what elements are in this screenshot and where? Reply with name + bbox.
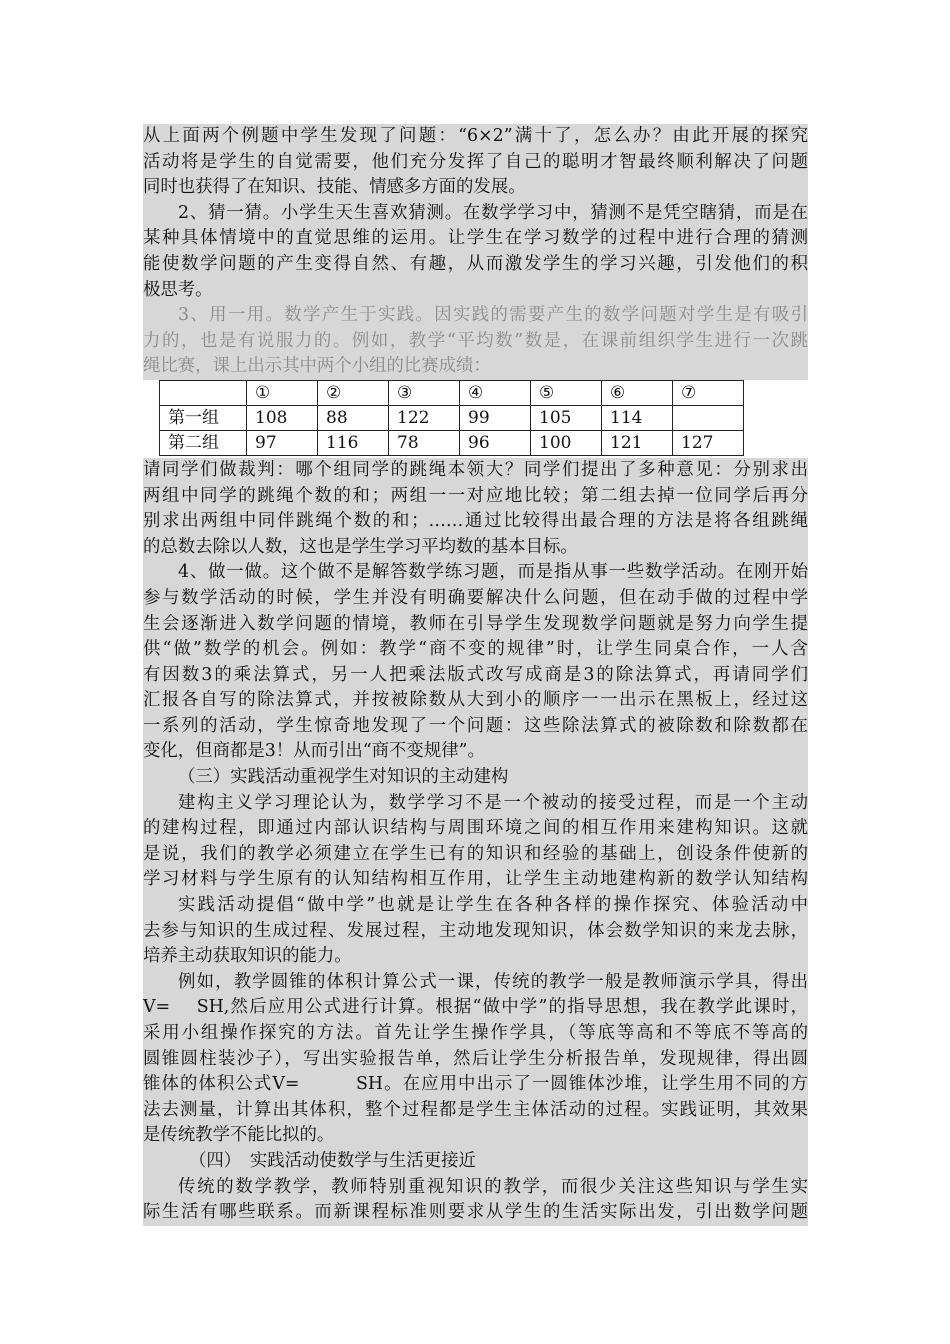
text-line: 培养主动获取知识的能力。 — [143, 944, 808, 970]
table-cell: ④ — [460, 380, 531, 405]
paragraph — [143, 201, 808, 303]
text-line: 一系列的活动，学生惊奇地发现了一个问题：这些除法算式的被除数和除数都在 — [143, 714, 808, 740]
table-cell: ⑥ — [602, 380, 673, 405]
paragraph — [143, 893, 808, 970]
text-line: 参与数学活动的时候，学生并没有明确要解决什么问题，但在动手做的过程中学 — [143, 586, 808, 612]
text-line: 的总数去除以人数，这也是学生学习平均数的基本目标。 — [143, 535, 808, 561]
text-line: 4、做一做。这个做不是解答数学练习题，而是指从事一些数学活动。在刚开始 — [143, 560, 808, 586]
paragraph — [143, 970, 808, 1149]
text-line: 是说，我们的教学必须建立在学生已有的知识和经验的基础上，创设条件使新的 — [143, 842, 808, 868]
text-line: 学习材料与学生原有的认知结构相互作用，让学生主动地建构新的数学认知结构 — [143, 867, 808, 893]
table-cell: ① — [247, 380, 318, 405]
score-table — [159, 380, 744, 456]
table-cell: ⑦ — [673, 380, 744, 405]
table-cell: 99 — [460, 405, 531, 430]
text-line: 去参与知识的生成过程、发展过程，主动地发现知识，体会数学知识的来龙去脉， — [143, 919, 808, 945]
text-line: 的建构过程，即通过内部认识结构与周围环境之间的相互作用来建构知识。这就 — [143, 816, 808, 842]
section-heading: （三）实践活动重视学生对知识的主动建构 — [143, 765, 808, 791]
table-cell: 114 — [602, 405, 673, 430]
text-line: 能使数学问题的产生变得自然、有趣，从而激发学生的学习兴趣，引发他们的积 — [143, 252, 808, 278]
table-cell: ③ — [389, 380, 460, 405]
text-line: 极思考。 — [143, 278, 808, 304]
text-line: 锥体的体积公式V= SH。在应用中出示了一圆锥体沙堆，让学生用不同的方 — [143, 1072, 808, 1098]
section-heading: （四） 实践活动使数学与生活更接近 — [143, 1149, 808, 1175]
text-line: 汇报各自写的除法算式，并按被除数从大到小的顺序一一出示在黑板上，经过这 — [143, 688, 808, 714]
paragraph — [143, 1175, 808, 1226]
table-cell: 116 — [318, 430, 389, 455]
text-line: 采用小组操作探究的方法。首先让学生操作学具，（等底等高和不等底不等高的 — [143, 1021, 808, 1047]
table-cell: 第一组 — [160, 405, 247, 430]
text-line: 请同学们做裁判：哪个组同学的跳绳本领大？同学们提出了多种意见：分别求出 — [143, 458, 808, 484]
text-line: 2、猜一猜。小学生天生喜欢猜测。在数学学习中，猜测不是凭空瞎猜，而是在 — [143, 201, 808, 227]
text-line: 例如，教学圆锥的体积计算公式一课，传统的教学一般是教师演示学具，得出 — [143, 970, 808, 996]
text-line: V= SH,然后应用公式进行计算。根据“做中学”的指导思想，我在教学此课时， — [143, 995, 808, 1021]
text-line: 活动将是学生的自觉需要，他们充分发挥了自己的聪明才智最终顺利解决了问题 — [143, 150, 808, 176]
text-line: 力的，也是有说服力的。例如，教学“平均数”数是，在课前组织学生进行一次跳 — [143, 329, 808, 355]
text-line: 是传统教学不能比拟的。 — [143, 1123, 808, 1149]
paragraph — [143, 791, 808, 893]
paragraph — [143, 458, 808, 560]
text-line: 供“做”数学的机会。例如：教学“商不变的规律”时，让学生同桌合作，一人含 — [143, 637, 808, 663]
text-line: 别求出两组中同伴跳绳个数的和；……通过比较得出最合理的方法是将各组跳绳 — [143, 509, 808, 535]
table-cell: 100 — [531, 430, 602, 455]
table-cell: 121 — [602, 430, 673, 455]
text-line: 3、用一用。数学产生于实践。因实践的需要产生的数学问题对学生是有吸引 — [143, 303, 808, 329]
table-cell: 96 — [460, 430, 531, 455]
text-line: 绳比赛，课上出示其中两个小组的比赛成绩： — [143, 354, 808, 380]
table-cell: 88 — [318, 405, 389, 430]
text-line: 变化，但商都是3！从而引出“商不变规律”。 — [143, 739, 808, 765]
table-header-row — [160, 380, 744, 405]
text-line: 生会逐渐进入数学问题的情境，教师在引导学生发现数学问题就是努力向学生提 — [143, 612, 808, 638]
text-line: 建构主义学习理论认为，数学学习不是一个被动的接受过程，而是一个主动 — [143, 791, 808, 817]
paragraph — [143, 124, 808, 201]
text-line: 圆锥圆柱装沙子），写出实验报告单，然后让学生分析报告单，发现规律，得出圆 — [143, 1047, 808, 1073]
table-cell: 105 — [531, 405, 602, 430]
paragraph — [143, 303, 808, 380]
table-cell: 97 — [247, 430, 318, 455]
table-cell — [673, 405, 744, 430]
text-line: 某种具体情境中的直觉思维的运用。让学生在学习数学的过程中进行合理的猜测 — [143, 226, 808, 252]
text-line: 两组中同学的跳绳个数的和；两组一一对应地比较；第二组去掉一位同学后再分 — [143, 484, 808, 510]
table-cell: 108 — [247, 405, 318, 430]
table-cell — [160, 380, 247, 405]
table-cell: 78 — [389, 430, 460, 455]
document-body — [143, 124, 808, 1226]
table-cell: 122 — [389, 405, 460, 430]
table-cell: 127 — [673, 430, 744, 455]
text-line: 从上面两个例题中学生发现了问题：“6×2”满十了，怎么办？由此开展的探究 — [143, 124, 808, 150]
text-line: 际生活有哪些联系。而新课程标准则要求从学生的生活实际出发，引出数学问题 — [143, 1200, 808, 1226]
table-cell: 第二组 — [160, 430, 247, 455]
text-line: 有因数3的乘法算式，另一人把乘法版式改写成商是3的除法算式，再请同学们 — [143, 663, 808, 689]
table-row — [160, 430, 744, 455]
table-row — [160, 405, 744, 430]
paragraph — [143, 560, 808, 765]
text-line: 传统的数学教学，教师特别重视知识的教学，而很少关注这些知识与学生实 — [143, 1175, 808, 1201]
table-cell: ② — [318, 380, 389, 405]
text-line: 法去测量，计算出其体积，整个过程都是学生主体活动的过程。实践证明，其效果 — [143, 1098, 808, 1124]
text-line: 同时也获得了在知识、技能、情感多方面的发展。 — [143, 175, 808, 201]
table-cell: ⑤ — [531, 380, 602, 405]
text-line: 实践活动提倡“做中学”也就是让学生在各种各样的操作探究、体验活动中 — [143, 893, 808, 919]
